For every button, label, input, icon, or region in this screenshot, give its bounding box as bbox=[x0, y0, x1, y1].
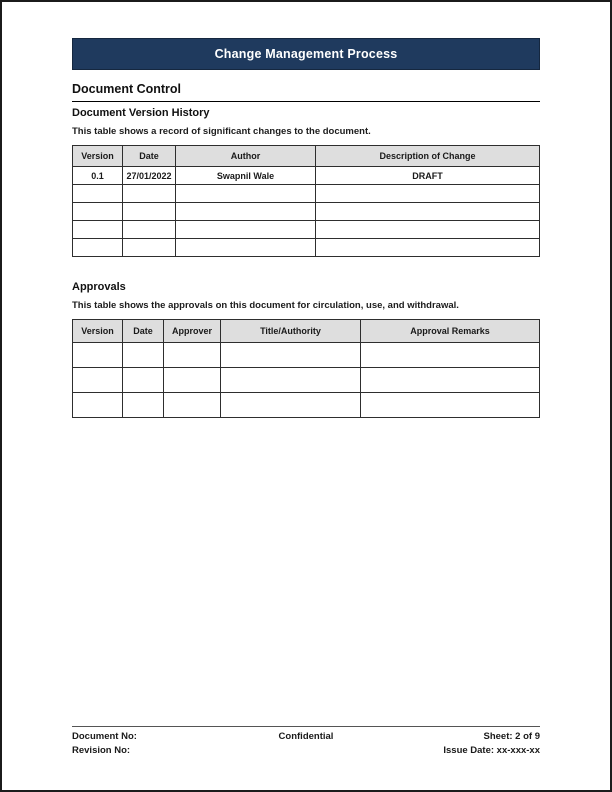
table-row bbox=[73, 221, 540, 239]
column-header: Description of Change bbox=[316, 146, 540, 167]
footer-document-no-label: Document No: bbox=[72, 731, 137, 742]
version-history-section bbox=[72, 107, 540, 257]
column-header: Author bbox=[176, 146, 316, 167]
approvals-section bbox=[72, 281, 540, 418]
footer-issue-date: Issue Date: xx-xxx-xx bbox=[443, 745, 540, 756]
table-cell bbox=[164, 343, 221, 368]
table-cell bbox=[73, 343, 123, 368]
version-history-heading: Document Version History bbox=[72, 107, 210, 119]
table-cell: 27/01/2022 bbox=[123, 167, 176, 185]
table-cell: Swapnil Wale bbox=[176, 167, 316, 185]
page-footer bbox=[72, 726, 540, 758]
column-header: Date bbox=[123, 320, 164, 343]
column-header: Date bbox=[123, 146, 176, 167]
table-cell bbox=[316, 239, 540, 257]
table-cell bbox=[361, 393, 540, 418]
table-cell bbox=[73, 239, 123, 257]
table-cell bbox=[123, 368, 164, 393]
approvals-heading: Approvals bbox=[72, 281, 126, 293]
table-cell bbox=[123, 185, 176, 203]
table-cell bbox=[316, 185, 540, 203]
column-header: Version bbox=[73, 320, 123, 343]
version-history-table bbox=[72, 145, 540, 257]
table-cell bbox=[221, 368, 361, 393]
table-cell bbox=[221, 343, 361, 368]
table-cell bbox=[221, 393, 361, 418]
table-cell bbox=[73, 221, 123, 239]
footer-sheet-number: Sheet: 2 of 9 bbox=[483, 731, 540, 742]
table-header-row bbox=[73, 146, 540, 167]
table-cell bbox=[73, 203, 123, 221]
footer-confidential-label: Confidential bbox=[278, 731, 334, 742]
table-cell bbox=[73, 393, 123, 418]
table-cell bbox=[316, 221, 540, 239]
column-header: Version bbox=[73, 146, 123, 167]
table-row bbox=[73, 239, 540, 257]
table-cell: DRAFT bbox=[316, 167, 540, 185]
table-cell bbox=[316, 203, 540, 221]
table-header-row bbox=[73, 320, 540, 343]
table-cell bbox=[123, 393, 164, 418]
table-cell bbox=[73, 368, 123, 393]
column-header: Approver bbox=[164, 320, 221, 343]
table-cell bbox=[176, 185, 316, 203]
column-header: Title/Authority bbox=[221, 320, 361, 343]
table-row bbox=[73, 185, 540, 203]
table-cell bbox=[164, 368, 221, 393]
table-cell: 0.1 bbox=[73, 167, 123, 185]
table-cell bbox=[164, 393, 221, 418]
table-cell bbox=[123, 221, 176, 239]
table-cell bbox=[123, 239, 176, 257]
section-heading-document-control: Document Control bbox=[72, 82, 540, 102]
footer-revision-no-label: Revision No: bbox=[72, 745, 131, 756]
table-cell bbox=[361, 368, 540, 393]
document-title-banner bbox=[72, 38, 540, 70]
approvals-description: This table shows the approvals on this document for circulation, use, and withdrawal. bbox=[72, 300, 459, 311]
table-cell bbox=[176, 221, 316, 239]
table-cell bbox=[361, 343, 540, 368]
approvals-table bbox=[72, 319, 540, 418]
column-header: Approval Remarks bbox=[361, 320, 540, 343]
table-row bbox=[73, 343, 540, 368]
table-row bbox=[73, 393, 540, 418]
version-history-description: This table shows a record of significant changes to the document. bbox=[72, 126, 371, 137]
table-cell bbox=[176, 239, 316, 257]
table-row bbox=[73, 167, 540, 185]
table-cell bbox=[123, 343, 164, 368]
table-row bbox=[73, 368, 540, 393]
table-cell bbox=[73, 185, 123, 203]
table-cell bbox=[123, 203, 176, 221]
table-row bbox=[73, 203, 540, 221]
document-title: Change Management Process bbox=[214, 47, 398, 61]
table-cell bbox=[176, 203, 316, 221]
